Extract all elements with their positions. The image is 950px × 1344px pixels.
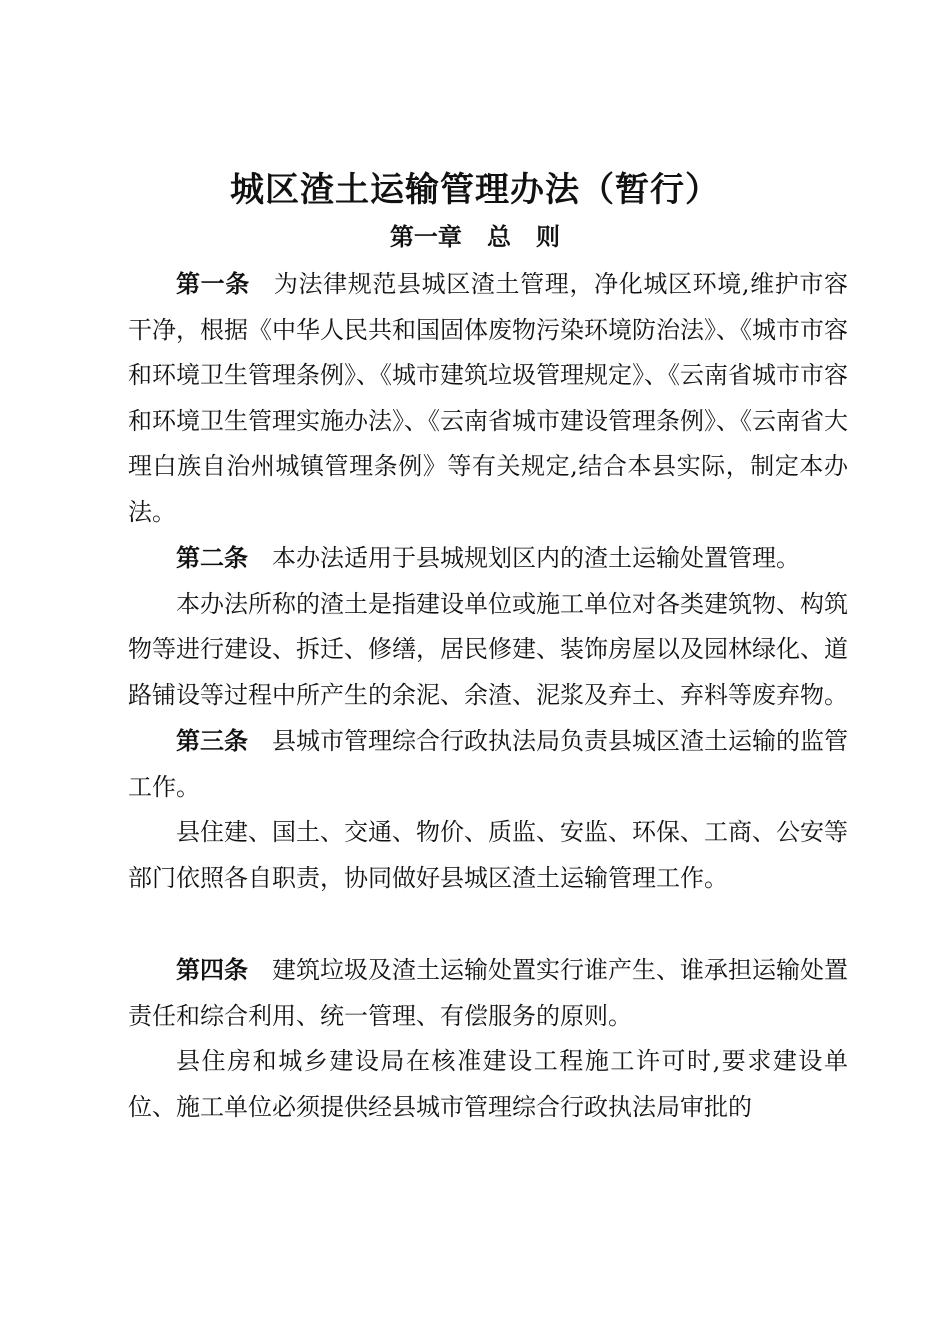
paragraph-text: 县住房和城乡建设局在核准建设工程施工许可时,要求建设单位、施工单位必须提供经县城市管理综合行政执法局审批的 [128, 1047, 848, 1121]
article-label: 第一条 [176, 269, 250, 298]
article-3 [128, 718, 848, 810]
article-text: 本办法适用于县城规划区内的渣土运输处置管理。 [272, 544, 800, 572]
chapter-heading: 第一章 总 则 [389, 222, 561, 251]
paragraph-text: 县住建、国土、交通、物价、质监、安监、环保、工商、公安等部门依照各自职责，协同做好县城区渣土运输管理工作。 [128, 818, 848, 892]
article-1 [128, 261, 848, 535]
article-text: 建筑垃圾及渣土运输处置实行谁产生、谁承担运输处置责任和综合利用、统一管理、有偿服务的原则。 [128, 956, 848, 1030]
article-label: 第二条 [176, 543, 248, 572]
document-title: 城区渣土运输管理办法（暂行） [230, 170, 720, 210]
document-body [128, 261, 848, 1130]
article-2-paragraph-2 [128, 582, 848, 719]
article-3-paragraph-2 [128, 810, 848, 901]
article-4-paragraph-2 [128, 1039, 848, 1130]
article-label: 第四条 [176, 955, 248, 984]
article-4 [128, 947, 848, 1039]
article-label: 第三条 [176, 726, 248, 755]
article-text: 县城市管理综合行政执法局负责县城区渣土运输的监管工作。 [128, 727, 848, 801]
paragraph-text: 本办法所称的渣土是指建设单位或施工单位对各类建筑物、构筑物等进行建设、拆迁、修缮，居民修建、装饰房屋以及园林绿化、道路铺设等过程中所产生的余泥、余渣、泥浆及弃土、弃料等废弃物。 [128, 589, 848, 709]
article-text: 为法律规范县城区渣土管理，净化城区环境,维护市容干净，根据《中华人民共和国固体废物污染环境防治法》、《城市市容和环境卫生管理条例》、《城市建筑垃圾管理规定》、《云南省城市市容和环境卫生管理实施办法》、《云南省城市建设管理条例》、《云南省大理白族自治州城镇管理条例》等有关规定,结合本县实际，制定本办法。 [128, 270, 848, 526]
article-2 [128, 535, 848, 582]
